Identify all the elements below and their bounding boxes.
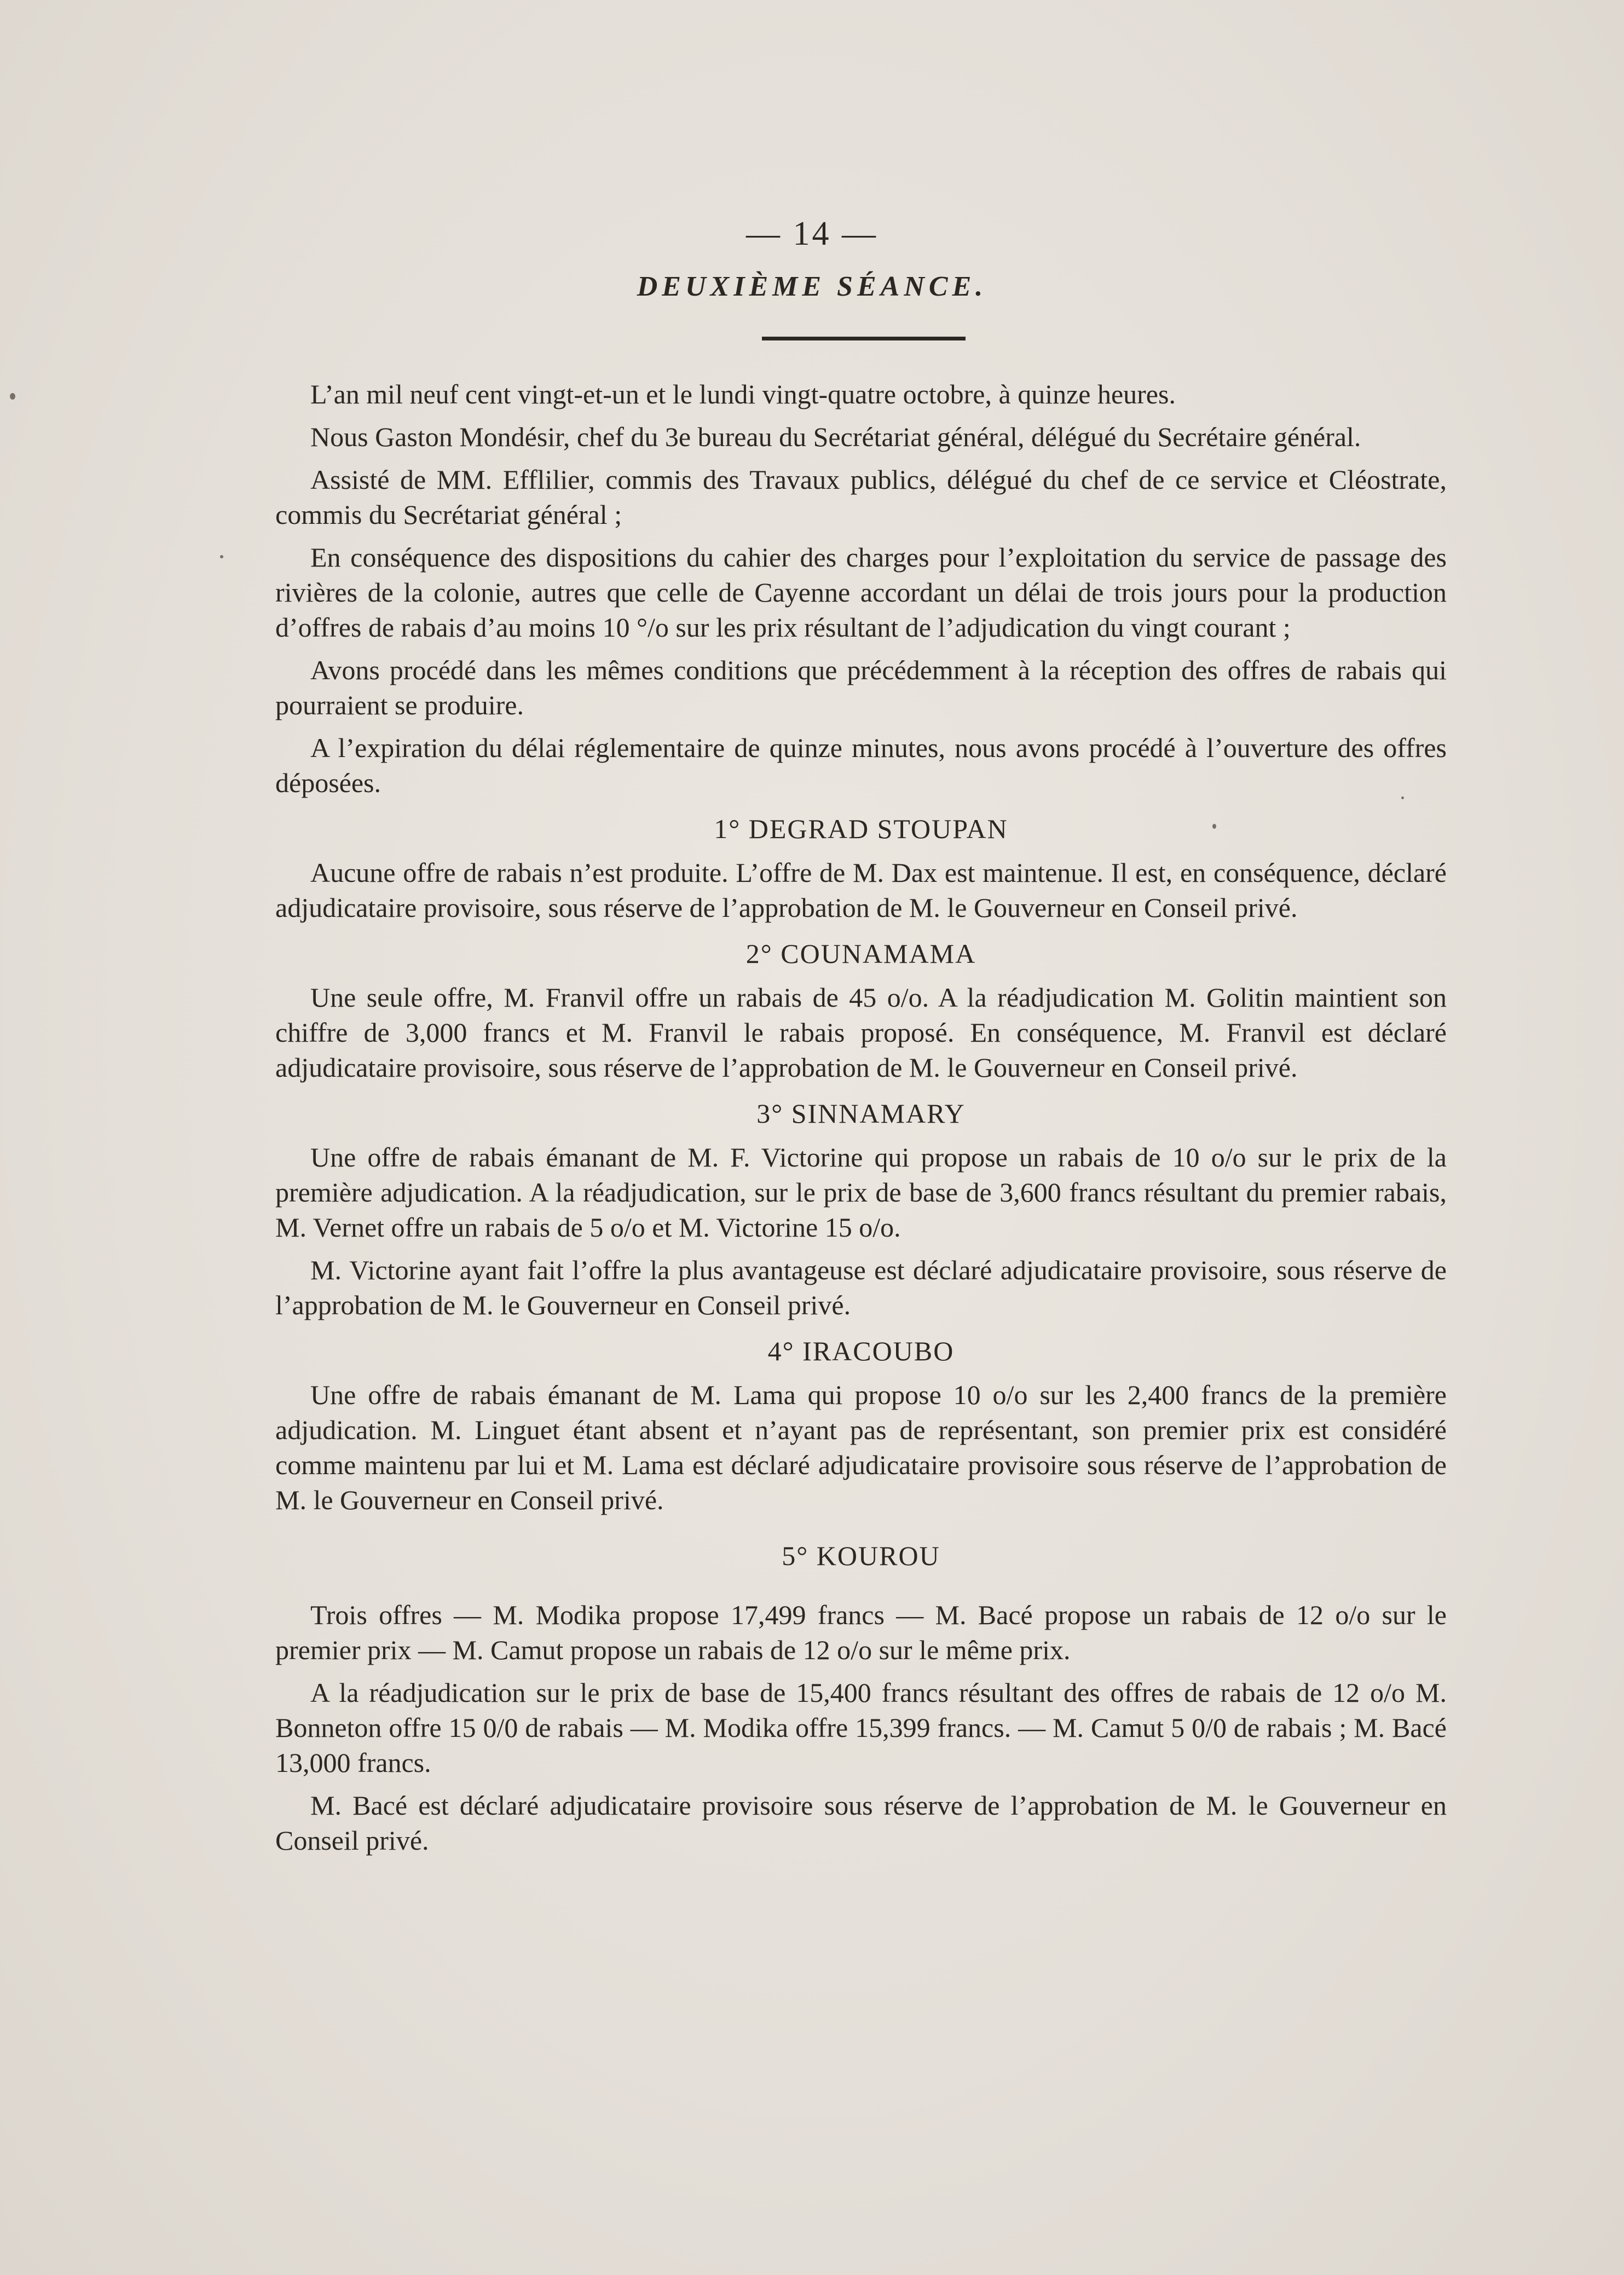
section-title-sinnamary: 3° SINNAMARY [756, 1098, 966, 1129]
paragraph: Aucune offre de rabais n’est produite. L’offre de M. Dax est maintenue. Il est, en conséquence, déclaré adjudicataire provisoire, sous réserve de l’approbation de M. le Gouverneur en Conseil privé. [275, 857, 1447, 923]
paragraph: M. Victorine ayant fait l’offre la plus avantageuse est déclaré adjudicataire provisoire, sous réserve de l’approbation de M. le Gouverneur en Conseil privé. [275, 1255, 1447, 1320]
section-title-degrad-stoupan: 1° DEGRAD STOUPAN [714, 813, 1008, 844]
section-title-counamama: 2° COUNAMAMA [745, 938, 976, 969]
section-title-kourou: 5° KOUROU [782, 1540, 940, 1571]
paragraph: Une offre de rabais émanant de M. Lama qui propose 10 o/o sur les 2,400 francs de la première adjudication. M. Linguet étant absent et n’ayant pas de représentant, son premier prix est considéré comme maintenu par lui et M. Lama est déclaré adjudicataire provisoire sous réserve de l’approbation de M. le Gouverneur en Conseil privé. [275, 1379, 1447, 1515]
paragraph: Trois offres — M. Modika propose 17,499 francs — M. Bacé propose un rabais de 12 o/o sur le premier prix — M. Camut propose un rabais de 12 o/o sur le même prix. [275, 1600, 1447, 1665]
document-body [275, 377, 1447, 1866]
paragraph: Une seule offre, M. Franvil offre un rabais de 45 o/o. A la réadjudication M. Golitin maintient son chiffre de 3,000 francs et M. Franvil le rabais proposé. En conséquence, M. Franvil est déclaré adjudicataire provisoire, sous réserve de l’approbation de M. le Gouverneur en Conseil privé. [275, 982, 1447, 1083]
page-number: — 14 — [746, 215, 878, 252]
paragraph: Avons procédé dans les mêmes conditions que précédemment à la réception des offres de rabais qui pourraient se produire. [275, 655, 1447, 720]
paragraph: L’an mil neuf cent vingt-et-un et le lundi vingt-quatre octobre, à quinze heures. [310, 379, 1176, 409]
paragraph: En conséquence des dispositions du cahier des charges pour l’exploitation du service de passage des rivières de la colonie, autres que celle de Cayenne accordant un délai de trois jours pour la production d’offres de rabais d’au moins 10 °/o sur les prix résultant de l’adjudication du vingt courant ; [275, 542, 1447, 643]
paper-speck [10, 393, 15, 400]
paragraph: M. Bacé est déclaré adjudicataire provisoire sous réserve de l’approbation de M. le Gouverneur en Conseil privé. [275, 1790, 1447, 1856]
section-title-iracoubo: 4° IRACOUBO [767, 1336, 955, 1366]
page-title: DEUXIÈME SÉANCE. [637, 271, 987, 302]
title-divider [762, 337, 966, 340]
paragraph: Assisté de MM. Efflilier, commis des Travaux publics, délégué du chef de ce service et Cléostrate, commis du Secrétariat général ; [275, 464, 1447, 530]
paragraph: A l’expiration du délai réglementaire de quinze minutes, nous avons procédé à l’ouverture des offres déposées. [275, 732, 1447, 798]
paragraph: Nous Gaston Mondésir, chef du 3e bureau du Secrétariat général, délégué du Secrétaire général. [310, 421, 1361, 452]
paragraph: A la réadjudication sur le prix de base de 15,400 francs résultant des offres de rabais de 12 o/o M. Bonneton offre 15 0/0 de rabais — M. Modika offre 15,399 francs. — M. Camut 5 0/0 de rabais ; M. Bacé 13,000 francs. [275, 1677, 1447, 1778]
paper-speck [220, 555, 223, 558]
paragraph: Une offre de rabais émanant de M. F. Victorine qui propose un rabais de 10 o/o sur le prix de la première adjudication. A la réadjudication, sur le prix de base de 3,600 francs résultant du premier rabais, M. Vernet offre un rabais de 5 o/o et M. Victorine 15 o/o. [275, 1142, 1447, 1243]
